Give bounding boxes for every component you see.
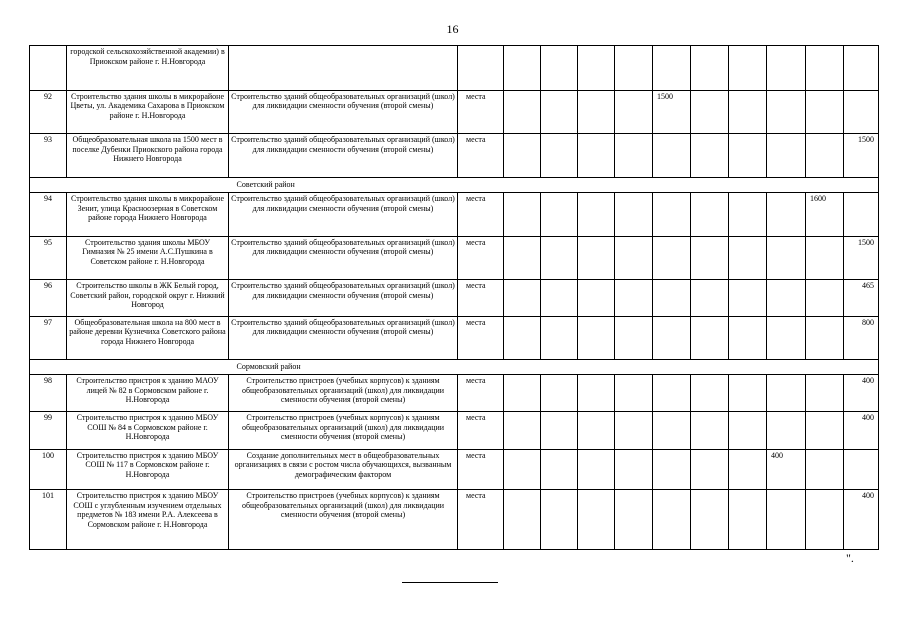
value-cell: [504, 236, 541, 280]
value-cell: [729, 412, 767, 449]
value-cell: [729, 193, 767, 237]
object-name-cell: Общеобразовательная школа на 1500 мест в поселке Дубенки Приокского района города Нижнего Новгорода: [67, 134, 229, 178]
object-name-cell: Строительство пристроя к зданию МБОУ СОШ № 117 в Сормовском районе г. Н.Новгорода: [67, 449, 229, 489]
object-name-cell: Строительство здания школы МБОУ Гимназия № 25 имени А.С.Пушкина в Советском районе г. Н.Новгорода: [67, 236, 229, 280]
value-cell: [767, 236, 806, 280]
table-row: [30, 449, 879, 489]
row-number-cell: 100: [30, 449, 67, 489]
value-cell: [504, 449, 541, 489]
value-cell: [767, 90, 806, 134]
value-cell: [729, 280, 767, 316]
footer-divider: [402, 582, 498, 583]
unit-cell: [458, 46, 504, 91]
value-cell: [729, 134, 767, 178]
value-cell: 1500: [844, 134, 879, 178]
table-row: [30, 46, 879, 91]
unit-cell: места: [458, 375, 504, 412]
unit-cell: места: [458, 449, 504, 489]
value-cell: [578, 375, 615, 412]
value-cell: [541, 90, 578, 134]
value-cell: [504, 375, 541, 412]
unit-cell: места: [458, 280, 504, 316]
direction-cell: Строительство зданий общеобразовательных организаций (школ) для ликвидации сменности обучения (второй смены): [229, 193, 458, 237]
value-cell: 465: [844, 280, 879, 316]
value-cell: [653, 134, 691, 178]
value-cell: [653, 490, 691, 550]
district-header-row: [30, 178, 879, 193]
value-cell: [504, 412, 541, 449]
table-row: [30, 412, 879, 449]
value-cell: [578, 412, 615, 449]
unit-cell: места: [458, 490, 504, 550]
object-name-cell: Строительство школы в ЖК Белый город, Советский район, городской округ г. Нижний Новгород: [67, 280, 229, 316]
value-cell: [615, 449, 653, 489]
value-cell: [653, 46, 691, 91]
row-number-cell: [30, 46, 67, 91]
value-cell: [691, 412, 729, 449]
value-cell: [504, 134, 541, 178]
object-name-cell: Общеобразовательная школа на 800 мест в районе деревни Кузнечиха Советского района города Нижнего Новгорода: [67, 316, 229, 360]
value-cell: [615, 236, 653, 280]
value-cell: [806, 412, 844, 449]
value-cell: [729, 316, 767, 360]
value-cell: [578, 46, 615, 91]
value-cell: [767, 46, 806, 91]
object-name-cell: Строительство здания школы в микрорайоне Зенит, улица Красноозерная в Советском районе города Нижнего Новгорода: [67, 193, 229, 237]
value-cell: [844, 46, 879, 91]
value-cell: [691, 134, 729, 178]
unit-cell: места: [458, 412, 504, 449]
value-cell: [615, 280, 653, 316]
value-cell: [578, 449, 615, 489]
table-row: [30, 193, 879, 237]
row-number-cell: 98: [30, 375, 67, 412]
row-number-cell: 94: [30, 193, 67, 237]
value-cell: 400: [844, 412, 879, 449]
value-cell: [653, 316, 691, 360]
value-cell: [541, 46, 578, 91]
row-number-cell: 95: [30, 236, 67, 280]
value-cell: [504, 316, 541, 360]
unit-cell: места: [458, 316, 504, 360]
value-cell: [541, 134, 578, 178]
row-number-cell: 92: [30, 90, 67, 134]
value-cell: [806, 490, 844, 550]
value-cell: [691, 46, 729, 91]
value-cell: [691, 490, 729, 550]
value-cell: [578, 316, 615, 360]
value-cell: [615, 316, 653, 360]
value-cell: [578, 134, 615, 178]
value-cell: [767, 375, 806, 412]
value-cell: [615, 412, 653, 449]
value-cell: [729, 46, 767, 91]
value-cell: [653, 449, 691, 489]
value-cell: [653, 412, 691, 449]
table-row: [30, 90, 879, 134]
object-name-cell: городской сельскохозяйственной академии) в Приокском районе г. Н.Новгорода: [67, 46, 229, 91]
value-cell: [615, 193, 653, 237]
value-cell: [729, 449, 767, 489]
value-cell: [806, 134, 844, 178]
value-cell: [806, 90, 844, 134]
value-cell: [691, 236, 729, 280]
value-cell: [541, 412, 578, 449]
district-label: Сормовский район: [67, 360, 879, 375]
value-cell: [653, 236, 691, 280]
unit-cell: места: [458, 236, 504, 280]
value-cell: [806, 280, 844, 316]
value-cell: [767, 412, 806, 449]
direction-cell: Создание дополнительных мест в общеобразовательных организациях в связи с ростом числа обучающихся, вызванным демографическим фактором: [229, 449, 458, 489]
direction-cell: Строительство пристроев (учебных корпусов) к зданиям общеобразовательных организаций (школ) для ликвидации сменности обучения (второй смены): [229, 375, 458, 412]
value-cell: 400: [844, 490, 879, 550]
value-cell: [653, 280, 691, 316]
value-cell: [578, 490, 615, 550]
investment-table: [29, 45, 879, 550]
district-blank-cell: [30, 360, 67, 375]
direction-cell: Строительство зданий общеобразовательных организаций (школ) для ликвидации сменности обучения (второй смены): [229, 90, 458, 134]
value-cell: [615, 134, 653, 178]
value-cell: [729, 236, 767, 280]
row-number-cell: 99: [30, 412, 67, 449]
value-cell: [653, 193, 691, 237]
value-cell: [541, 193, 578, 237]
value-cell: [541, 236, 578, 280]
direction-cell: Строительство зданий общеобразовательных организаций (школ) для ликвидации сменности обучения (второй смены): [229, 236, 458, 280]
value-cell: [504, 193, 541, 237]
direction-cell: Строительство зданий общеобразовательных организаций (школ) для ликвидации сменности обучения (второй смены): [229, 134, 458, 178]
value-cell: [767, 280, 806, 316]
object-name-cell: Строительство пристроя к зданию МБОУ СОШ № 84 в Сормовском районе г. Н.Новгорода: [67, 412, 229, 449]
value-cell: [806, 375, 844, 412]
value-cell: [615, 90, 653, 134]
value-cell: [541, 449, 578, 489]
row-number-cell: 97: [30, 316, 67, 360]
value-cell: [691, 280, 729, 316]
value-cell: [691, 193, 729, 237]
object-name-cell: Строительство пристроя к зданию МБОУ СОШ с углубленным изучением отдельных предметов № 183 имени Р.А. Алексеева в Сормовском районе г. Н.Новгорода: [67, 490, 229, 550]
value-cell: [615, 46, 653, 91]
value-cell: 1500: [653, 90, 691, 134]
value-cell: [541, 280, 578, 316]
direction-cell: Строительство пристроев (учебных корпусов) к зданиям общеобразовательных организаций (школ) для ликвидации сменности обучения (второй смены): [229, 490, 458, 550]
closing-quote-mark: ".: [846, 551, 854, 565]
value-cell: [767, 490, 806, 550]
value-cell: [504, 490, 541, 550]
direction-cell: Строительство зданий общеобразовательных организаций (школ) для ликвидации сменности обучения (второй смены): [229, 280, 458, 316]
unit-cell: места: [458, 90, 504, 134]
value-cell: [729, 90, 767, 134]
value-cell: [504, 280, 541, 316]
value-cell: [844, 90, 879, 134]
value-cell: 400: [844, 375, 879, 412]
value-cell: [578, 280, 615, 316]
direction-cell: Строительство пристроев (учебных корпусов) к зданиям общеобразовательных организаций (школ) для ликвидации сменности обучения (второй смены): [229, 412, 458, 449]
value-cell: [541, 490, 578, 550]
value-cell: [767, 134, 806, 178]
value-cell: 1500: [844, 236, 879, 280]
direction-cell: Строительство зданий общеобразовательных организаций (школ) для ликвидации сменности обучения (второй смены): [229, 316, 458, 360]
value-cell: [578, 193, 615, 237]
table-row: [30, 490, 879, 550]
value-cell: [806, 46, 844, 91]
value-cell: [844, 193, 879, 237]
value-cell: [767, 316, 806, 360]
value-cell: [653, 375, 691, 412]
value-cell: [729, 490, 767, 550]
value-cell: [578, 90, 615, 134]
row-number-cell: 96: [30, 280, 67, 316]
value-cell: [844, 449, 879, 489]
object-name-cell: Строительство пристроя к зданию МАОУ лицей № 82 в Сормовском районе г. Н.Новгорода: [67, 375, 229, 412]
table-row: [30, 375, 879, 412]
value-cell: [767, 193, 806, 237]
unit-cell: места: [458, 193, 504, 237]
value-cell: [541, 375, 578, 412]
value-cell: [806, 449, 844, 489]
row-number-cell: 93: [30, 134, 67, 178]
value-cell: [691, 90, 729, 134]
table-row: [30, 236, 879, 280]
object-name-cell: Строительство здания школы в микрорайоне Цветы, ул. Академика Сахарова в Приокском районе г. Н.Новгорода: [67, 90, 229, 134]
district-blank-cell: [30, 178, 67, 193]
table-row: [30, 134, 879, 178]
row-number-cell: 101: [30, 490, 67, 550]
value-cell: [729, 375, 767, 412]
value-cell: [578, 236, 615, 280]
value-cell: [691, 375, 729, 412]
table-body: [30, 46, 879, 550]
value-cell: [504, 46, 541, 91]
value-cell: 400: [767, 449, 806, 489]
table-row: [30, 316, 879, 360]
unit-cell: места: [458, 134, 504, 178]
value-cell: [541, 316, 578, 360]
value-cell: [691, 449, 729, 489]
district-header-row: [30, 360, 879, 375]
table-row: [30, 280, 879, 316]
value-cell: 800: [844, 316, 879, 360]
value-cell: [615, 490, 653, 550]
value-cell: [615, 375, 653, 412]
value-cell: 1600: [806, 193, 844, 237]
value-cell: [806, 236, 844, 280]
district-label: Советский район: [67, 178, 879, 193]
page-number: 16: [446, 22, 459, 36]
value-cell: [504, 90, 541, 134]
value-cell: [806, 316, 844, 360]
value-cell: [691, 316, 729, 360]
direction-cell: [229, 46, 458, 91]
